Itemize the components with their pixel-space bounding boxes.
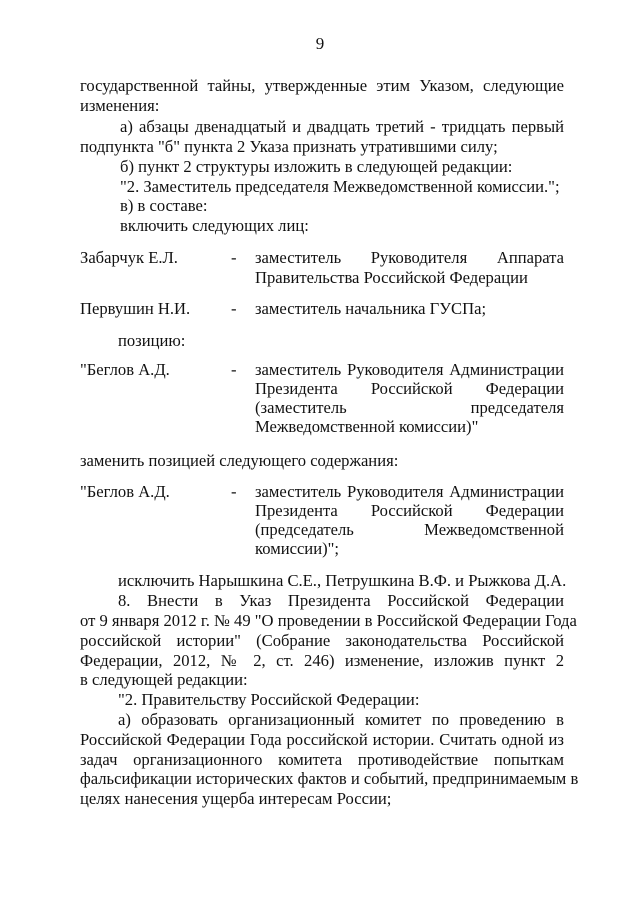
person-name: Первушин Н.И.	[80, 299, 191, 318]
person-description: Президента Российской Федерации	[255, 501, 564, 520]
text-line: в следующей редакции:	[80, 670, 248, 689]
person-description: заместитель Руководителя Администрации	[255, 360, 564, 379]
person-description: заместитель Руководителя Аппарата	[255, 248, 564, 267]
text-line: изменения:	[80, 96, 160, 115]
person-description: заместитель Руководителя Администрации	[255, 482, 564, 501]
person-description: комиссии)";	[255, 539, 339, 558]
text-line: задач организационного комитета противодействие попыткам	[80, 750, 564, 769]
text-line: б) пункт 2 структуры изложить в следующей редакции:	[120, 157, 513, 176]
text-line: "2. Заместитель председателя Межведомственной комиссии.";	[120, 177, 560, 196]
person-description: (председатель Межведомственной	[255, 520, 564, 539]
text-line: "2. Правительству Российской Федерации:	[118, 690, 420, 709]
person-name: "Беглов А.Д.	[80, 360, 170, 379]
person-description: Правительства Российской Федерации	[255, 268, 528, 287]
text-line: включить следующих лиц:	[120, 216, 309, 235]
text-line: целях нанесения ущерба интересам России;	[80, 789, 392, 808]
text-line: российской истории" (Собрание законодательства Российской	[80, 631, 564, 650]
text-line: Российской Федерации Года российской истории. Считать одной из	[80, 730, 564, 749]
dash: -	[231, 248, 237, 267]
text-line: Федерации, 2012, № 2, ст. 246) изменение, изложив пункт 2	[80, 651, 564, 670]
text-line: государственной тайны, утвержденные этим Указом, следующие	[80, 76, 564, 95]
person-description: заместитель начальника ГУСПа;	[255, 299, 487, 318]
text-line: фальсификации исторических фактов и событий, предпринимаемым в	[80, 769, 579, 788]
text-line: позицию:	[118, 331, 186, 350]
text-line: в) в составе:	[120, 196, 208, 215]
person-description: (заместитель председателя	[255, 398, 564, 417]
person-description: Межведомственной комиссии)"	[255, 417, 479, 436]
dash: -	[231, 482, 237, 501]
dash: -	[231, 360, 237, 379]
person-name: Забарчук Е.Л.	[80, 248, 178, 267]
text-line: заменить позицией следующего содержания:	[80, 451, 399, 470]
text-line: исключить Нарышкина С.Е., Петрушкина В.Ф. и Рыжкова Д.А.	[118, 571, 567, 590]
person-name: "Беглов А.Д.	[80, 482, 170, 501]
person-description: Президента Российской Федерации	[255, 379, 564, 398]
text-line: а) абзацы двенадцатый и двадцать третий - тридцать первый	[120, 117, 564, 136]
text-line: а) образовать организационный комитет по проведению в	[118, 710, 564, 729]
text-line: от 9 января 2012 г. № 49 "О проведении в Российской Федерации Года	[80, 611, 577, 630]
text-line: 8. Внести в Указ Президента Российской Федерации	[118, 591, 564, 610]
text-line: подпункта "б" пункта 2 Указа признать утратившими силу;	[80, 137, 498, 156]
dash: -	[231, 299, 237, 318]
page-number: 9	[315, 34, 325, 53]
